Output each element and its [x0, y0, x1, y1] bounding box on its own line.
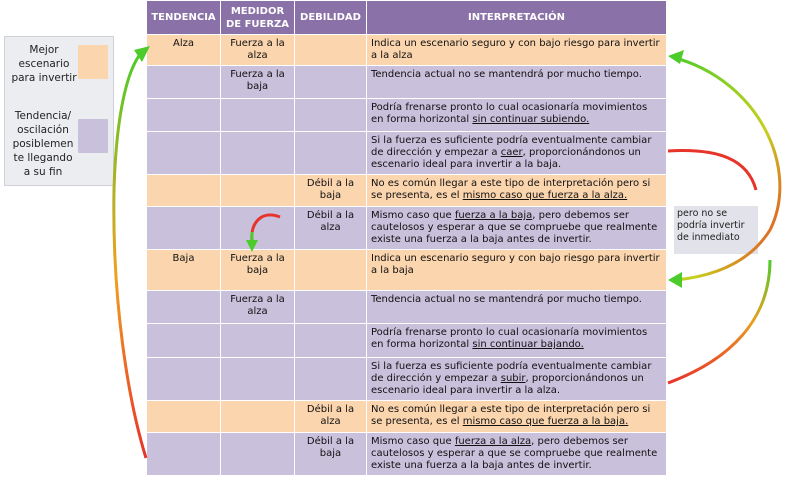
small-curved-arrow-head: [246, 240, 258, 252]
cell-interpretacion: No es común llegar a este tipo de interpretación pero si se presenta, es el mismo caso que fuerza a la baja.: [367, 401, 667, 433]
cell-interpretacion: No es común llegar a este tipo de interpretación pero si se presenta, es el mismo caso que fuerza a la alza.: [367, 175, 667, 207]
cell-debilidad: Débil a la baja: [295, 433, 367, 476]
legend-label-ending: Tendencia/ oscilación posiblemen te llegando a su fin: [12, 110, 74, 178]
cell-medidor: Fuerza a la alza: [221, 35, 295, 66]
cell-interpretacion: Indica un escenario seguro y con bajo riesgo para invertir a la baja: [367, 250, 667, 291]
header-debilidad: DEBILIDAD: [295, 1, 367, 35]
small-curved-arrow: [252, 215, 280, 242]
cell-debilidad: Débil a la alza: [295, 401, 367, 433]
right-arrow-top: [672, 57, 780, 280]
cell-interpretacion: Si la fuerza es suficiente podría eventualmente cambiar de dirección y empezar a caer, proporcionándonos un escenario ideal para invertir a la baja.: [367, 132, 667, 175]
cell-tendencia: Alza: [147, 35, 221, 66]
cell-debilidad: Débil a la baja: [295, 175, 367, 207]
cell-interpretacion: Podría frenarse pronto lo cual ocasionaría movimientos en forma horizontal sin continuar subiendo.: [367, 99, 667, 132]
header-interpretacion: INTERPRETACIÓN: [367, 1, 667, 35]
cell-interpretacion: Podría frenarse pronto lo cual ocasionaría movimientos en forma horizontal sin continuar bajando.: [367, 324, 667, 358]
cell-interpretacion: Mismo caso que fuerza a la baja, pero debemos ser cautelosos y esperar a que se compruebe que realmente existe una fuerza a la baja antes de invertir.: [367, 207, 667, 250]
cell-interpretacion: Mismo caso que fuerza a la alza, pero debemos ser cautelosos y esperar a que se compruebe que realmente existe una fuerza a la baja antes de invertir.: [367, 433, 667, 476]
side-note: pero no se podría invertir de inmediato: [674, 206, 758, 254]
cell-debilidad: Débil a la alza: [295, 207, 367, 250]
legend-label-best: Mejor escenario para invertir: [11, 44, 77, 84]
cell-interpretacion: Si la fuerza es suficiente podría eventualmente cambiar de dirección y empezar a subir, proporcionándonos un escenario ideal para invertir a la alza.: [367, 358, 667, 401]
cell-medidor: Fuerza a la alza: [221, 291, 295, 324]
cell-interpretacion: Indica un escenario seguro y con bajo riesgo para invertir a la alza: [367, 35, 667, 66]
header-tendencia: TENDENCIA: [147, 1, 221, 35]
cell-medidor: Fuerza a la baja: [221, 250, 295, 291]
cell-tendencia: Baja: [147, 250, 221, 291]
right-arrow-mid-head: [668, 272, 682, 288]
cell-interpretacion: Tendencia actual no se mantendrá por mucho tiempo.: [367, 66, 667, 99]
right-arrow-top-head: [668, 50, 684, 64]
red-connector-top: [668, 151, 756, 190]
left-arrow: [114, 52, 146, 458]
cell-medidor: Fuerza a la baja: [221, 66, 295, 99]
header-medidor: MEDIDOR DE FUERZA: [221, 1, 295, 35]
cell-interpretacion: Tendencia actual no se mantendrá por mucho tiempo.: [367, 291, 667, 324]
